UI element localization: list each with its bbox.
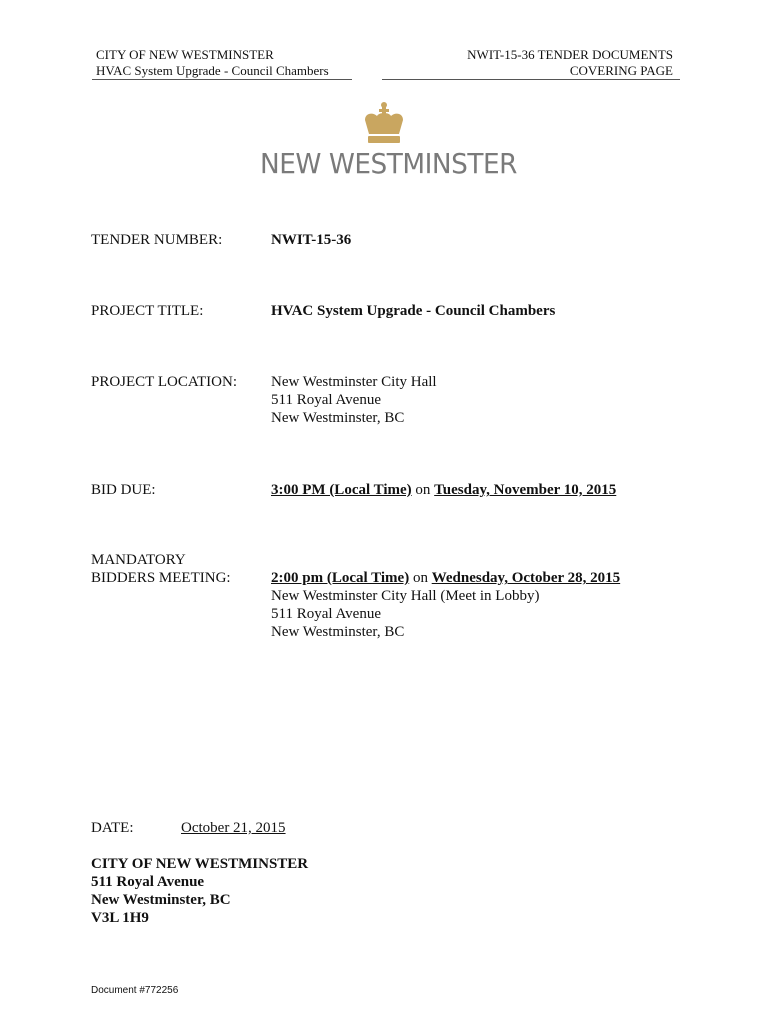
header-divider-gap bbox=[352, 79, 382, 80]
issuer-address bbox=[91, 855, 308, 927]
bid-due-value bbox=[271, 481, 616, 499]
issuer-address-line: New Westminster, BC bbox=[91, 892, 231, 908]
meeting-value bbox=[271, 569, 620, 641]
project-location-line: New Westminster, BC bbox=[271, 410, 405, 426]
meeting-location-line: New Westminster City Hall (Meet in Lobby) bbox=[271, 588, 540, 604]
meeting-label bbox=[91, 551, 231, 587]
meeting-location-line: New Westminster, BC bbox=[271, 624, 405, 640]
bid-due-date: Tuesday, November 10, 2015 bbox=[434, 482, 617, 498]
header-right bbox=[467, 47, 673, 79]
meeting-date: Wednesday, October 28, 2015 bbox=[431, 570, 621, 586]
project-title-label: PROJECT TITLE: bbox=[91, 303, 204, 319]
meeting-connector: on bbox=[412, 570, 428, 586]
meeting-label-line: MANDATORY bbox=[91, 552, 186, 568]
issuer-address-line: 511 Royal Avenue bbox=[91, 874, 205, 890]
logo-wordmark: NEW WESTMINSTER bbox=[260, 147, 517, 180]
project-location-line: 511 Royal Avenue bbox=[271, 392, 381, 408]
tender-number-label: TENDER NUMBER: bbox=[91, 232, 223, 248]
meeting-location-line: 511 Royal Avenue bbox=[271, 606, 381, 622]
meeting-time-line bbox=[271, 569, 620, 587]
issuer-address-line: CITY OF NEW WESTMINSTER bbox=[91, 856, 309, 872]
crown-icon-svg bbox=[361, 100, 407, 146]
header-organization: CITY OF NEW WESTMINSTER bbox=[96, 47, 274, 62]
project-title-value: HVAC System Upgrade - Council Chambers bbox=[271, 303, 556, 319]
bid-due-label: BID DUE: bbox=[91, 482, 156, 498]
bid-due-connector: on bbox=[415, 482, 431, 498]
project-location-value bbox=[271, 373, 437, 427]
header-page-name: COVERING PAGE bbox=[569, 63, 673, 78]
meeting-time: 2:00 pm (Local Time) bbox=[271, 570, 410, 586]
meeting-label-line: BIDDERS MEETING: bbox=[91, 570, 231, 586]
header-left bbox=[96, 47, 329, 79]
header-project: HVAC System Upgrade - Council Chambers bbox=[96, 63, 329, 78]
tender-number-value: NWIT-15-36 bbox=[271, 232, 352, 248]
crown-icon bbox=[361, 100, 407, 146]
document-number: Document #772256 bbox=[91, 985, 179, 996]
issuer-address-line: V3L 1H9 bbox=[91, 910, 149, 926]
date-label: DATE: bbox=[91, 820, 134, 836]
project-location-line: New Westminster City Hall bbox=[271, 374, 437, 390]
date-value: October 21, 2015 bbox=[181, 820, 286, 836]
project-location-label: PROJECT LOCATION: bbox=[91, 374, 237, 390]
header-document-title: NWIT-15-36 TENDER DOCUMENTS bbox=[467, 47, 673, 62]
header-divider bbox=[92, 79, 680, 80]
bid-due-time: 3:00 PM (Local Time) bbox=[271, 482, 412, 498]
